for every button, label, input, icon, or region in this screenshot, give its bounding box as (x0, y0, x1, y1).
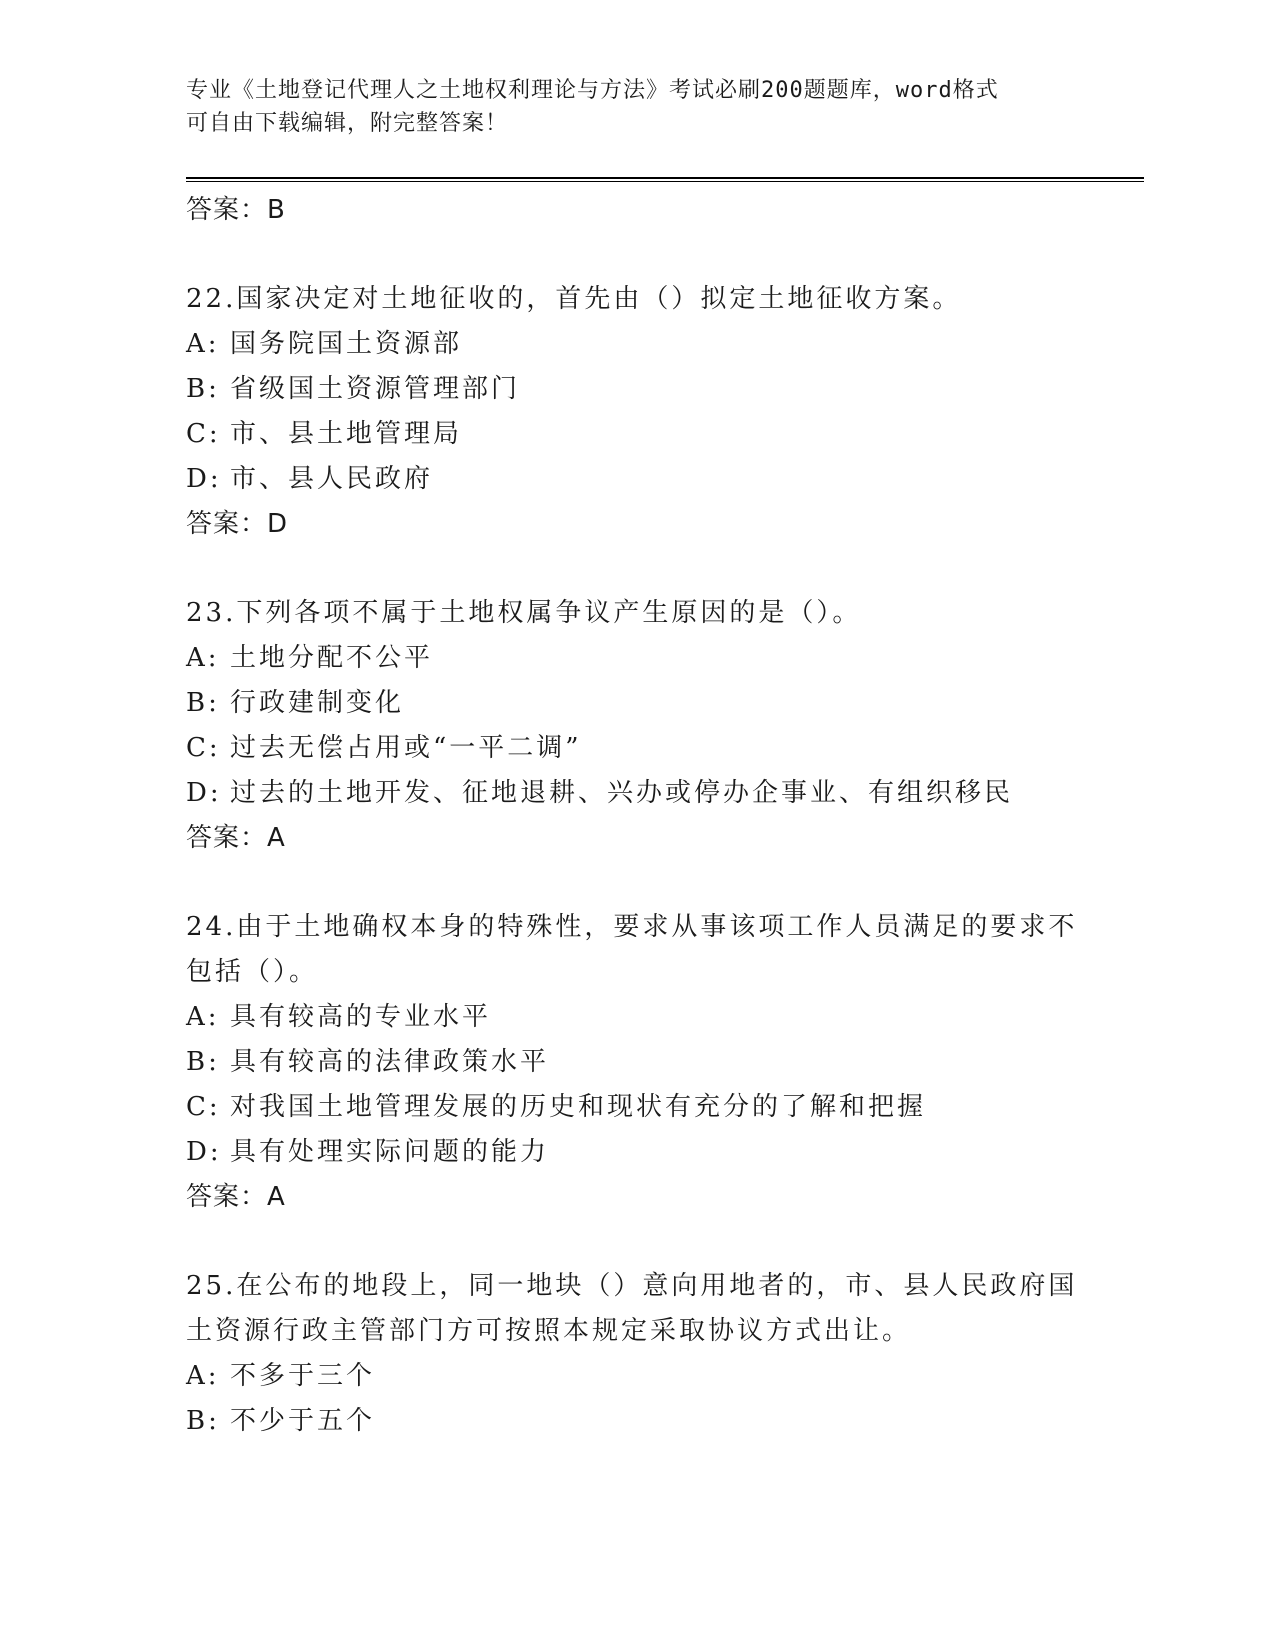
option-text: 不少于五个 (230, 1406, 376, 1436)
question-25-option-a (186, 1354, 1086, 1399)
header-divider-thick (186, 177, 1144, 179)
question-23-option-c (186, 726, 1086, 771)
question-25-text-line-1: 25.在公布的地段上，同一地块（）意向用地者的，市、县人民政府国 (186, 1271, 1078, 1301)
header-divider-thin (186, 181, 1144, 182)
question-24-text-line-1: 24.由于土地确权本身的特殊性，要求从事该项工作人员满足的要求不 (186, 912, 1078, 942)
option-label: C: (186, 733, 221, 763)
question-24 (186, 905, 1086, 1220)
header-line-2: 可自由下载编辑，附完整答案！ (186, 111, 509, 136)
question-list (186, 188, 1086, 1444)
option-text: 省级国土资源管理部门 (230, 374, 521, 404)
option-label: C: (186, 419, 221, 449)
question-23-option-b (186, 681, 1086, 726)
spacer (186, 233, 1086, 277)
question-23-text: 23.下列各项不属于土地权属争议产生原因的是（）。 (186, 598, 862, 628)
option-label: D: (186, 778, 222, 808)
question-24-text-line-2: 包括（）。 (186, 957, 319, 987)
question-24-option-a (186, 995, 1086, 1040)
question-22-text: 22.国家决定对土地征收的，首先由（）拟定土地征收方案。 (186, 284, 962, 314)
option-text: 具有较高的专业水平 (230, 1002, 492, 1032)
spacer (186, 861, 1086, 905)
option-label: D: (186, 464, 222, 494)
option-label: A: (186, 329, 220, 359)
answer-23: 答案：A (186, 823, 286, 853)
header-line-1: 专业《土地登记代理人之土地权利理论与方法》考试必刷200题题库，word格式 (186, 78, 999, 103)
question-24-option-d (186, 1130, 1086, 1175)
option-text: 过去无偿占用或“一平二调” (230, 733, 582, 763)
question-22 (186, 277, 1086, 547)
option-text: 市、县人民政府 (230, 464, 434, 494)
option-text: 具有较高的法律政策水平 (230, 1047, 550, 1077)
question-25-text-line-2: 土资源行政主管部门方可按照本规定采取协议方式出让。 (186, 1316, 912, 1346)
option-text: 行政建制变化 (230, 688, 405, 718)
option-text: 过去的土地开发、征地退耕、兴办或停办企事业、有组织移民 (230, 778, 1014, 808)
question-24-option-c (186, 1085, 1086, 1130)
spacer (186, 547, 1086, 591)
question-22-option-c (186, 412, 1086, 457)
option-label: C: (186, 1092, 221, 1122)
option-label: B: (186, 688, 220, 718)
option-text: 市、县土地管理局 (230, 419, 463, 449)
answer-21: 答案：B (186, 195, 286, 225)
option-text: 对我国土地管理发展的历史和现状有充分的了解和把握 (230, 1092, 927, 1122)
question-22-option-b (186, 367, 1086, 412)
option-text: 具有处理实际问题的能力 (230, 1137, 550, 1167)
option-label: B: (186, 1406, 220, 1436)
option-label: B: (186, 374, 220, 404)
question-22-option-a (186, 322, 1086, 367)
option-label: A: (186, 643, 220, 673)
option-text: 土地分配不公平 (230, 643, 434, 673)
answer-22: 答案：D (186, 509, 289, 539)
question-23-option-a (186, 636, 1086, 681)
option-label: A: (186, 1002, 220, 1032)
question-23 (186, 591, 1086, 861)
question-25 (186, 1264, 1086, 1444)
question-25-option-b (186, 1399, 1086, 1444)
question-24-option-b (186, 1040, 1086, 1085)
question-23-option-d (186, 771, 1086, 816)
option-label: B: (186, 1047, 220, 1077)
option-text: 不多于三个 (230, 1361, 376, 1391)
answer-24: 答案：A (186, 1182, 286, 1212)
question-22-option-d (186, 457, 1086, 502)
spacer (186, 1220, 1086, 1264)
option-label: D: (186, 1137, 222, 1167)
document-header (186, 74, 1086, 140)
option-label: A: (186, 1361, 220, 1391)
option-text: 国务院国土资源部 (230, 329, 463, 359)
